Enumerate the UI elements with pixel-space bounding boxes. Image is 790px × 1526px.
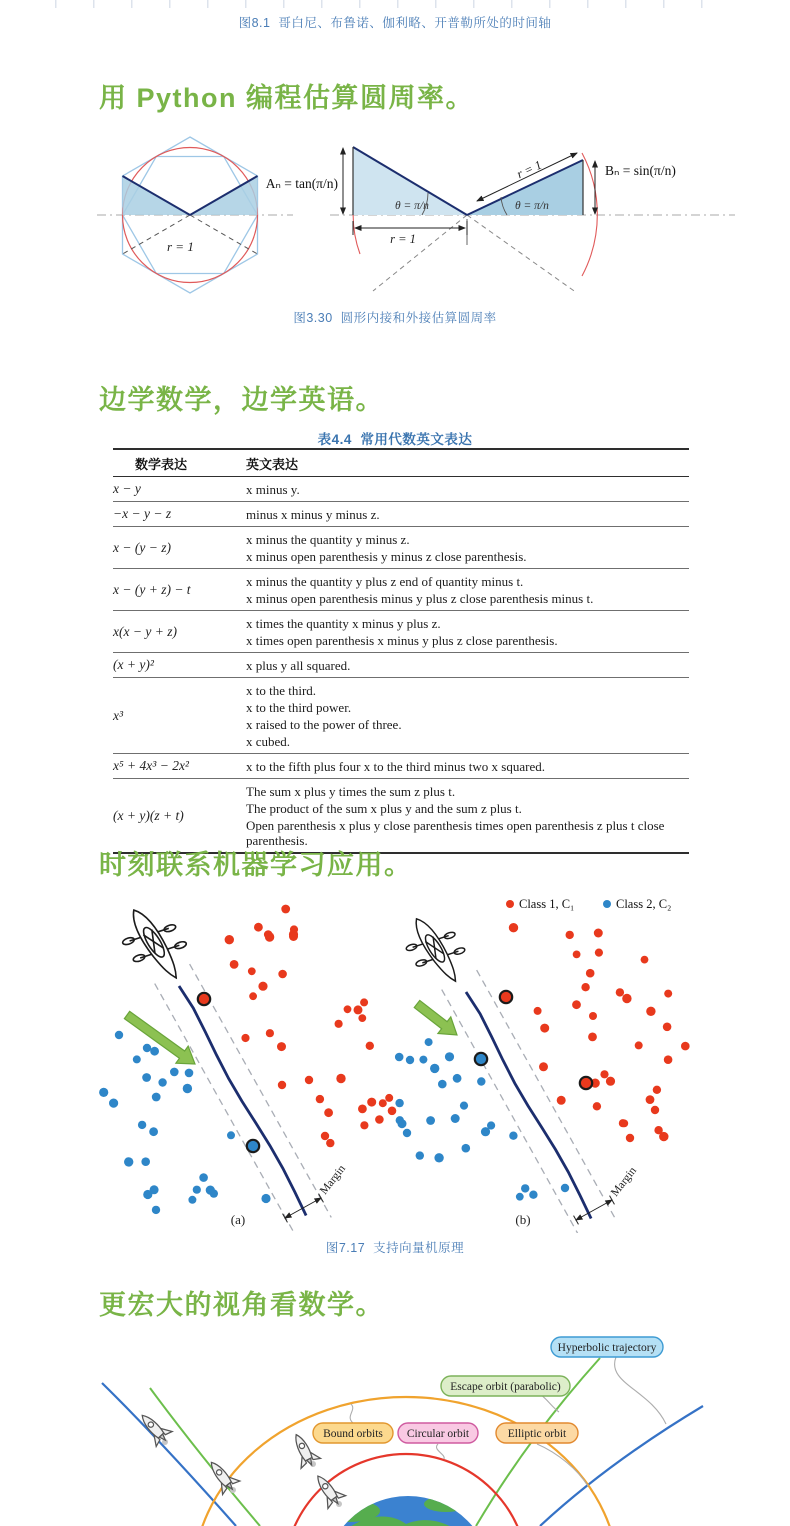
data-point-class2: [460, 1102, 468, 1110]
table-row: [113, 779, 689, 854]
margin-tick: [610, 1196, 615, 1205]
data-point-class1: [278, 970, 287, 979]
margin-dimension: [285, 1198, 321, 1218]
support-vector: [500, 991, 512, 1003]
data-point-class1: [254, 923, 263, 932]
math-expression: x⁵ + 4x³ − 2x²: [113, 758, 189, 773]
data-point-class1: [281, 905, 290, 914]
data-point-class1: [616, 988, 624, 996]
english-line: x to the third.: [246, 682, 317, 698]
radius-label: r = 1: [167, 239, 194, 254]
data-point-class1: [635, 1041, 643, 1049]
data-point-class2: [430, 1064, 439, 1073]
math-expression: x − (y + z) − t: [113, 581, 191, 597]
data-point-class1: [354, 1005, 363, 1014]
margin-line-upper: [477, 970, 617, 1220]
figure-caption-pi: 图3.30 圆形内接和外接估算圆周率: [293, 311, 497, 325]
data-point-class1: [367, 1098, 376, 1107]
data-point-class2: [115, 1031, 123, 1039]
data-point-class2: [152, 1093, 161, 1102]
orbit-badge: [551, 1337, 663, 1357]
algebra-table: [113, 448, 689, 854]
data-point-class2: [396, 1116, 404, 1124]
data-point-class2: [561, 1184, 569, 1192]
orbit-badge: [398, 1423, 478, 1443]
decision-boundary: [466, 992, 591, 1219]
english-line: x minus open parenthesis minus y plus z close parenthesis minus t.: [246, 590, 594, 606]
data-point-class2: [138, 1121, 146, 1129]
english-line: x to the fifth plus four x to the third minus two x squared.: [246, 758, 545, 774]
legend-label: Class 1, C₁: [519, 897, 575, 911]
english-line: x times the quantity x minus y plus z.: [246, 615, 441, 631]
data-point-class1: [335, 1020, 343, 1028]
data-point-class1: [289, 932, 298, 941]
data-point-class1: [509, 923, 518, 932]
math-expression: x − y: [113, 481, 141, 496]
orbit-badge: [496, 1423, 578, 1443]
label-tan: Aₙ = tan(π/n): [265, 176, 338, 191]
data-point-class2: [419, 1056, 427, 1064]
data-point-class2: [434, 1153, 443, 1162]
data-point-class1: [266, 1029, 274, 1037]
english-expression: [246, 569, 689, 611]
data-point-class2: [516, 1193, 524, 1201]
orbit-badge-label: Bound orbits: [323, 1428, 383, 1440]
data-point-class1: [581, 983, 589, 991]
english-expression: [246, 502, 689, 527]
english-line: x minus the quantity y plus z end of quantity minus t.: [246, 573, 524, 589]
orbit-figure: [88, 1328, 706, 1526]
data-point-class1: [264, 930, 273, 939]
radius-label: r = 1: [390, 232, 416, 246]
data-point-class2: [261, 1194, 270, 1203]
earth: [320, 1496, 502, 1526]
data-point-class2: [158, 1078, 166, 1086]
support-vector: [247, 1140, 259, 1152]
section-heading-pi: 用 Python 编程估算圆周率。: [99, 83, 474, 113]
data-point-class2: [403, 1129, 411, 1137]
english-line: x minus the quantity y minus z.: [246, 531, 410, 547]
data-point-class2: [521, 1184, 529, 1192]
label-sin: Bₙ = sin(π/n): [605, 163, 676, 178]
data-point-class1: [586, 969, 595, 978]
data-point-class2: [210, 1189, 218, 1197]
data-point-class1: [379, 1099, 387, 1107]
data-point-class2: [416, 1151, 424, 1159]
margin-dimension: [576, 1200, 612, 1220]
data-point-class1: [375, 1115, 384, 1124]
data-point-class1: [659, 1132, 668, 1141]
data-point-class1: [622, 994, 631, 1003]
data-point-class2: [141, 1157, 150, 1166]
english-line: The product of the sum x plus y and the sum z plus t.: [246, 800, 522, 816]
data-point-class2: [481, 1127, 490, 1136]
data-point-class1: [388, 1107, 397, 1116]
margin-tick: [319, 1194, 324, 1203]
parabolic-escape-left: [150, 1388, 260, 1526]
data-point-class1: [360, 998, 368, 1006]
data-point-class2: [150, 1185, 159, 1194]
data-point-class1: [646, 1007, 655, 1016]
data-point-class1: [646, 1095, 655, 1104]
english-line: x plus y all squared.: [246, 657, 351, 673]
margin-label: Margin: [608, 1164, 640, 1199]
legend-dot: [603, 900, 611, 908]
data-point-class1: [358, 1105, 367, 1114]
margin-tick: [283, 1214, 288, 1223]
table-row: [113, 502, 689, 527]
data-point-class1: [557, 1096, 566, 1105]
table-row: [113, 678, 689, 754]
table-row: [113, 611, 689, 653]
english-expression: [246, 527, 689, 569]
kayak-icon: [395, 905, 477, 994]
data-point-class1: [278, 1081, 286, 1089]
english-expression: [246, 653, 689, 678]
data-point-class2: [426, 1116, 435, 1125]
english-line: minus x minus y minus z.: [246, 506, 380, 522]
margin-line-lower: [442, 990, 582, 1233]
data-point-class2: [143, 1044, 151, 1052]
section-heading-ml: 时刻联系机器学习应用。: [99, 850, 413, 880]
margin-line-lower: [155, 984, 297, 1233]
data-point-class2: [183, 1084, 192, 1093]
english-line: x raised to the power of three.: [246, 716, 402, 732]
data-point-class2: [99, 1088, 108, 1097]
data-point-class1: [258, 982, 267, 991]
data-point-class1: [588, 1033, 597, 1042]
data-point-class1: [540, 1024, 549, 1033]
data-point-class2: [199, 1173, 208, 1182]
data-point-class1: [324, 1108, 333, 1117]
table-header-row: [113, 449, 689, 477]
data-point-class1: [336, 1074, 345, 1083]
pi-estimation-figure: [95, 133, 785, 305]
english-expression: [246, 779, 689, 854]
data-point-class2: [185, 1069, 194, 1078]
algebra-table-wrap: [113, 448, 689, 854]
svm-legend: [506, 897, 671, 911]
math-expression: −x − y − z: [113, 506, 172, 521]
theta-label: θ = π/n: [395, 200, 429, 212]
legend-dot: [506, 900, 514, 908]
timeline-ticks: [55, 0, 735, 8]
theta-label: θ = π/n: [515, 200, 549, 212]
data-point-class1: [589, 1012, 597, 1020]
data-point-class1: [366, 1042, 374, 1050]
data-point-class1: [539, 1062, 548, 1071]
data-point-class1: [534, 1007, 542, 1015]
data-point-class2: [109, 1099, 118, 1108]
data-point-class1: [663, 1023, 672, 1032]
decision-boundary: [179, 986, 306, 1216]
data-point-class1: [249, 992, 257, 1000]
data-point-class1: [230, 960, 239, 969]
data-point-class2: [193, 1186, 201, 1194]
data-point-class1: [344, 1005, 352, 1013]
data-point-class1: [626, 1134, 634, 1142]
data-point-class1: [681, 1042, 690, 1051]
data-point-class2: [453, 1074, 462, 1083]
data-point-class2: [438, 1080, 447, 1089]
data-point-class1: [358, 1014, 366, 1022]
orbit-badge: [313, 1423, 393, 1443]
math-expression: x(x − y + z): [113, 623, 177, 639]
data-point-class2: [477, 1077, 485, 1085]
orbit-badge-label: Circular orbit: [406, 1428, 470, 1440]
data-point-class2: [406, 1056, 414, 1064]
english-line: x times open parenthesis x minus y plus z close parenthesis.: [246, 632, 558, 648]
data-point-class2: [152, 1206, 160, 1214]
english-expression: [246, 611, 689, 653]
data-point-class2: [509, 1132, 517, 1140]
data-point-class2: [149, 1127, 158, 1136]
data-point-class1: [641, 956, 649, 964]
data-point-class2: [142, 1073, 151, 1082]
english-line: Open parenthesis x plus y close parenthesis times open parenthesis z plus t close parenthesis.: [246, 817, 665, 848]
table-row: [113, 653, 689, 678]
data-point-class1: [360, 1121, 368, 1129]
data-point-class2: [124, 1157, 133, 1166]
data-point-class1: [653, 1086, 661, 1094]
section-heading-big: 更宏大的视角看数学。: [99, 1290, 384, 1320]
math-expression: x³: [113, 707, 124, 723]
data-point-class1: [664, 990, 672, 998]
data-point-class2: [170, 1068, 179, 1077]
math-expression: (x + y)²: [113, 657, 154, 672]
panel-a-label: (a): [230, 1212, 246, 1227]
data-point-class1: [566, 931, 574, 939]
data-point-class2: [445, 1052, 454, 1061]
data-point-class2: [425, 1038, 433, 1046]
english-line: x to the third power.: [246, 699, 352, 715]
math-expression: (x + y)(z + t): [113, 807, 184, 823]
data-point-class1: [277, 1042, 286, 1051]
orbit-badge: [441, 1376, 570, 1396]
data-point-class1: [606, 1077, 615, 1086]
data-point-class2: [462, 1144, 471, 1153]
data-point-class1: [651, 1106, 659, 1114]
hexagon-diagram: [97, 137, 293, 293]
table-row: [113, 477, 689, 502]
svm-figure: [95, 888, 703, 1233]
data-point-class1: [573, 951, 581, 959]
data-point-class1: [619, 1119, 627, 1127]
orbit-badge-label: Hyperbolic trajectory: [557, 1342, 657, 1354]
margin-label: Margin: [317, 1162, 349, 1197]
triangle-diagram: [266, 147, 735, 293]
figure-caption-timeline: 图8.1 哥白尼、布鲁诺、伽利略、开普勒所处的时间轴: [238, 16, 552, 30]
english-line: The sum x plus y times the sum z plus t.: [246, 783, 456, 799]
support-vector: [580, 1077, 592, 1089]
margin-tick: [574, 1216, 579, 1225]
data-point-class1: [321, 1132, 329, 1140]
support-vector: [198, 993, 210, 1005]
data-point-class1: [664, 1055, 673, 1064]
support-vector: [475, 1053, 487, 1065]
table-row: [113, 527, 689, 569]
table-row: [113, 754, 689, 779]
svm-panel: [395, 905, 690, 1233]
data-point-class2: [150, 1047, 159, 1056]
data-point-class2: [227, 1131, 235, 1139]
english-expression: [246, 754, 689, 779]
kayak-icon: [110, 895, 199, 992]
table-row: [113, 569, 689, 611]
data-point-class1: [326, 1139, 334, 1147]
svm-panel: [99, 895, 396, 1233]
english-expression: [246, 477, 689, 502]
data-point-class2: [133, 1055, 141, 1063]
math-expression: x − (y − z): [113, 539, 171, 555]
column-header-math: 数学表达: [135, 457, 188, 472]
data-point-class1: [572, 1000, 581, 1009]
data-point-class2: [529, 1191, 537, 1199]
panel-b-label: (b): [515, 1212, 531, 1227]
column-header-english: 英文表达: [246, 457, 299, 472]
data-point-class1: [241, 1034, 249, 1042]
data-point-class1: [593, 1102, 601, 1110]
data-point-class2: [395, 1053, 404, 1062]
data-point-class1: [316, 1095, 324, 1103]
data-point-class2: [395, 1099, 403, 1107]
orbit-badge-label: Elliptic orbit: [507, 1428, 567, 1440]
hyperbolic-trajectory-left: [102, 1383, 236, 1526]
data-point-class1: [594, 929, 603, 938]
english-line: x minus y.: [246, 481, 300, 497]
english-expression: [246, 678, 689, 754]
data-point-class1: [600, 1070, 608, 1078]
radius-label: r = 1: [514, 157, 544, 182]
data-point-class1: [385, 1094, 393, 1102]
data-point-class2: [188, 1196, 196, 1204]
data-point-class2: [451, 1114, 460, 1123]
section-heading-english: 边学数学，边学英语。: [99, 385, 384, 415]
figure-caption-svm: 图7.17 支持向量机原理: [325, 1241, 465, 1255]
data-point-class1: [305, 1076, 313, 1084]
english-line: x cubed.: [246, 733, 291, 749]
data-point-class1: [595, 949, 603, 957]
margin-line-upper: [190, 964, 332, 1217]
legend-label: Class 2, C₂: [616, 897, 672, 911]
data-point-class1: [225, 935, 234, 944]
english-line: x minus open parenthesis y minus z close parenthesis.: [246, 548, 527, 564]
table-title: 表4.4 常用代数英文表达: [317, 432, 473, 447]
orbit-badge-label: Escape orbit (parabolic): [450, 1381, 561, 1393]
data-point-class1: [248, 967, 256, 975]
